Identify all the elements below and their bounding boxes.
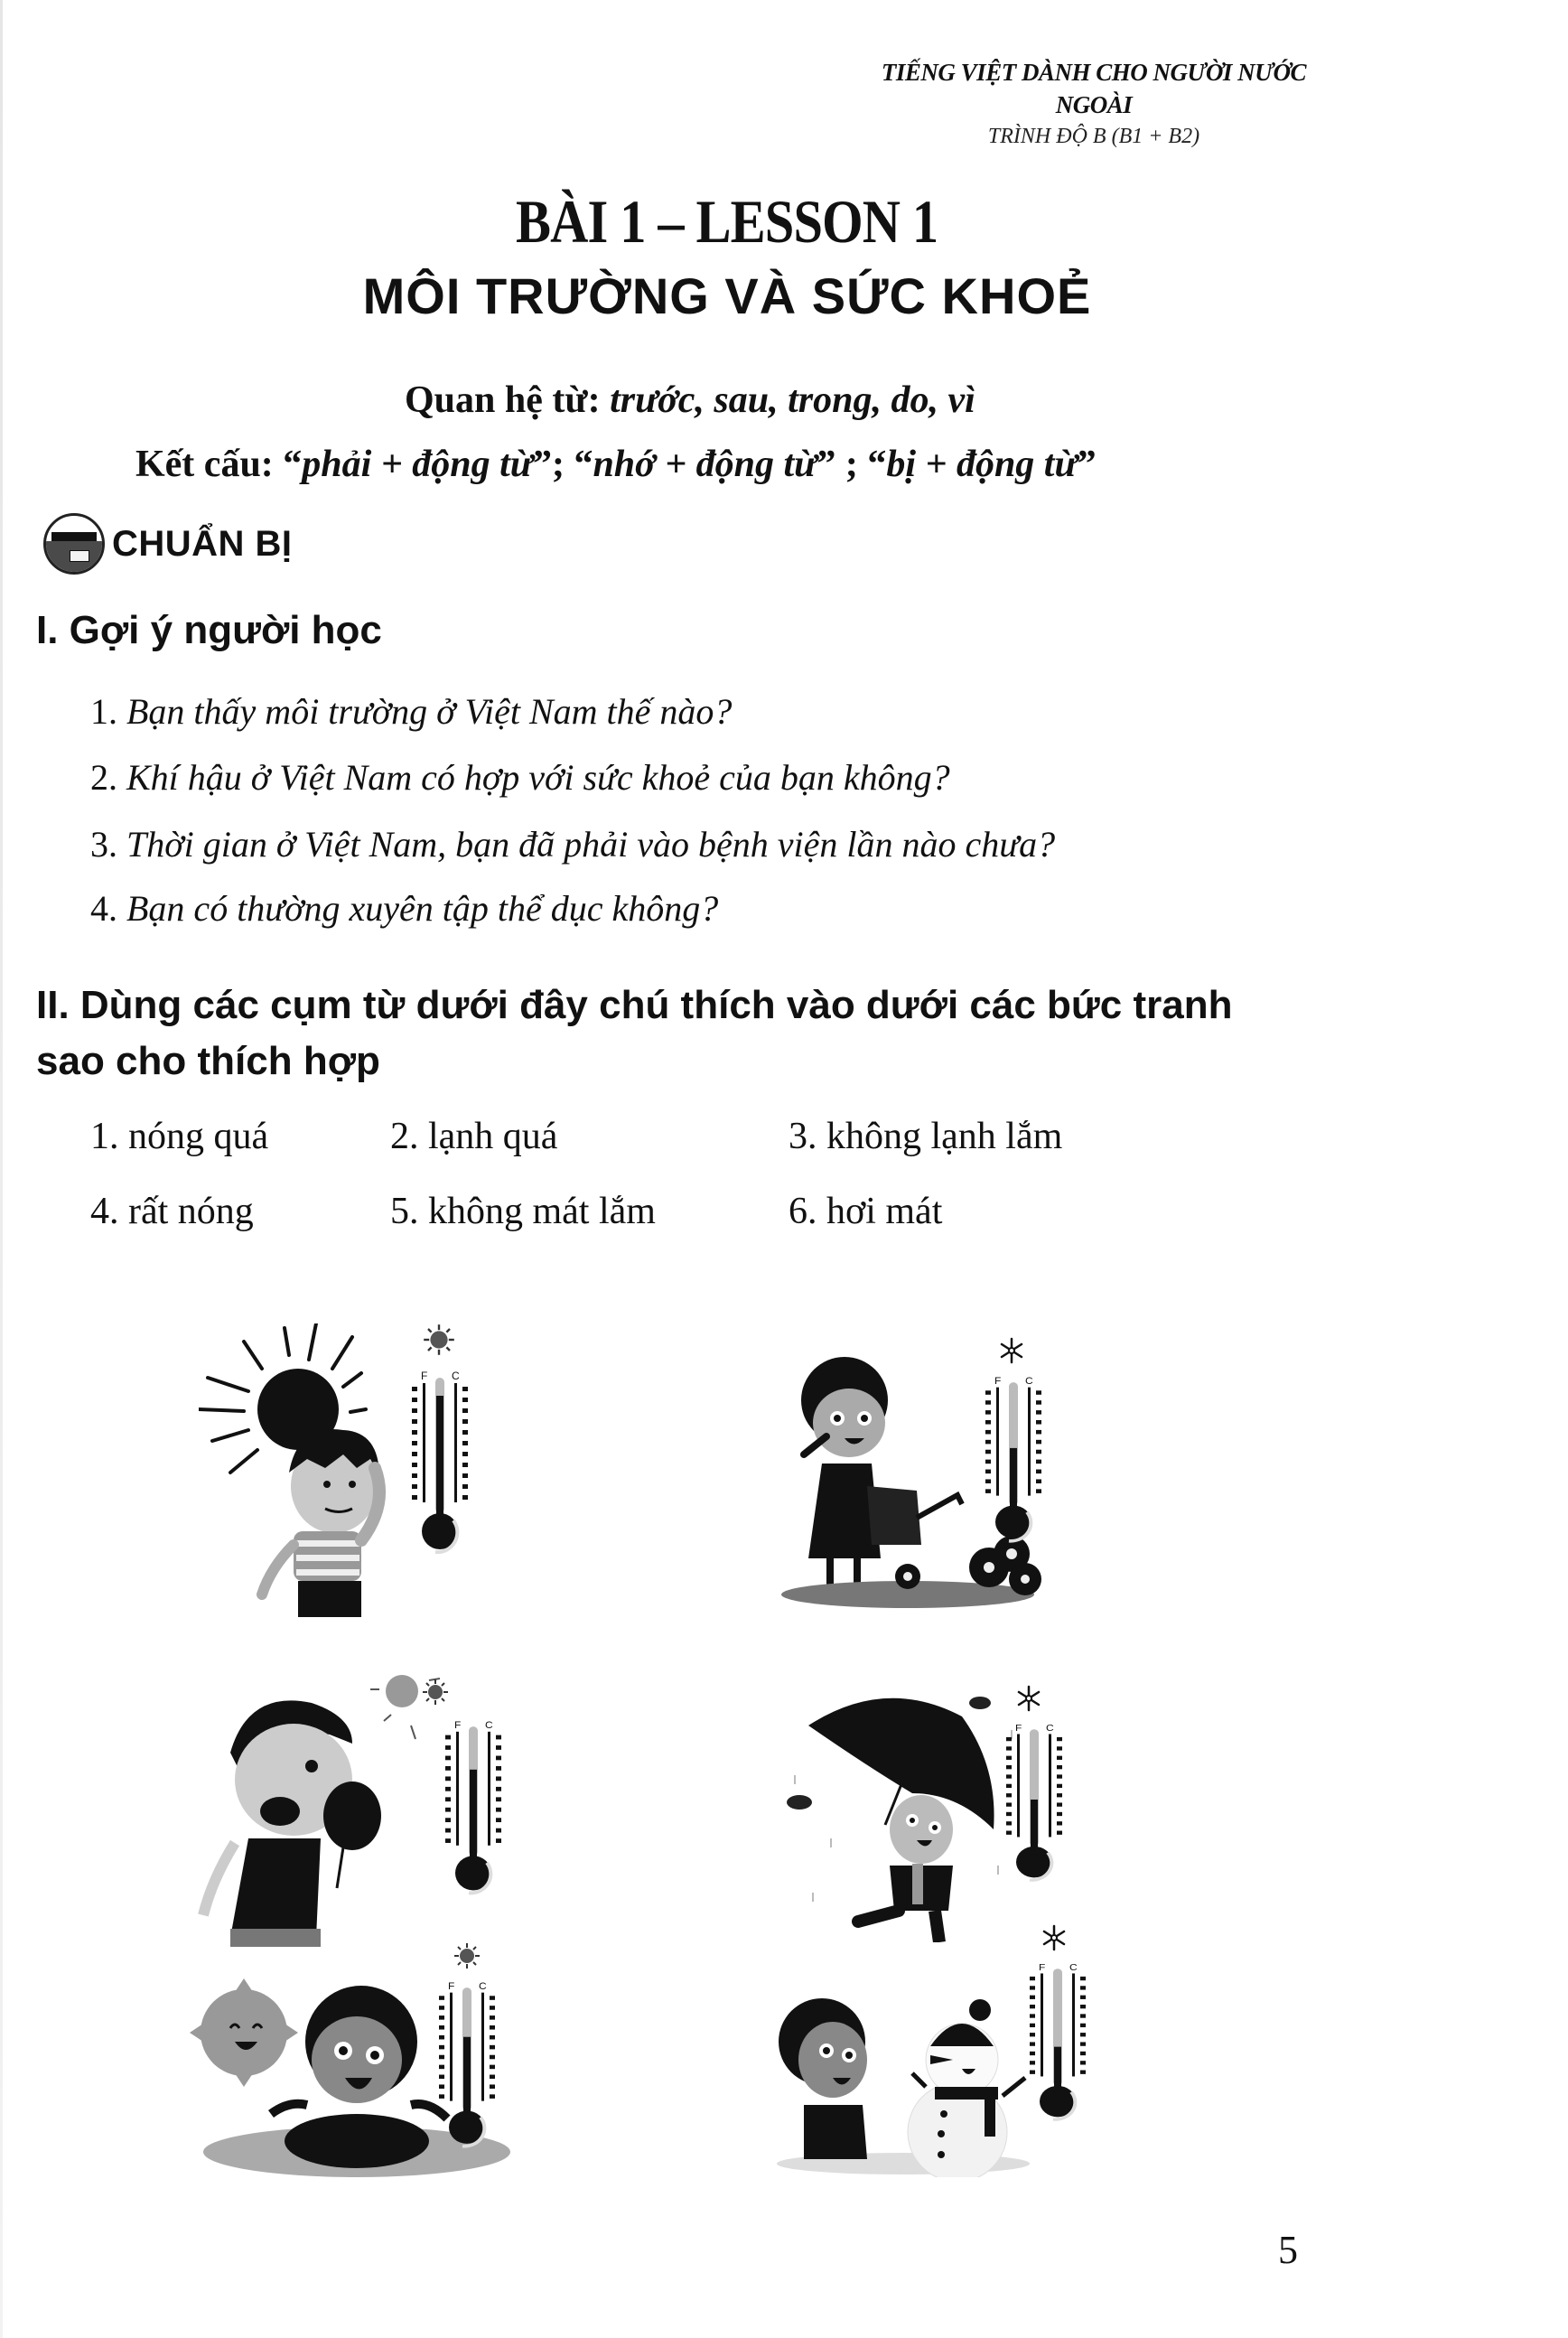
- running-head: [841, 56, 1347, 152]
- page-number: 5: [1278, 2228, 1298, 2272]
- sun-icon: [423, 1323, 455, 1356]
- lesson-title-block: [0, 185, 1454, 257]
- book-title: TIẾNG VIỆT DÀNH CHO NGƯỜI NƯỚC NGOÀI: [881, 59, 1307, 118]
- page-binding-edge: [0, 0, 3, 2338]
- section-2-heading: II. Dùng các cụm từ dưới đây chú thích vào dưới các bức tranh sao cho thích hợp: [36, 983, 1233, 1083]
- thermometer-icon: [1003, 1714, 1066, 1885]
- option-3: 3. không lạnh lắm: [789, 1116, 1063, 1157]
- snowflake-icon: [998, 1337, 1025, 1364]
- structure-1: phải + động từ: [302, 444, 533, 485]
- illustration-hot-sun-boy: [199, 1323, 497, 1622]
- option-1: 1. nóng quá: [90, 1116, 269, 1157]
- option-4: 4. rất nóng: [90, 1191, 254, 1232]
- option-2: 2. lạnh quá: [390, 1116, 558, 1157]
- snowflake-icon: [1015, 1685, 1042, 1712]
- thermometer-icon: [1026, 1953, 1089, 2125]
- book-level: TRÌNH ĐỘ B (B1 + B2): [987, 125, 1200, 148]
- prepare-label: CHUẨN BỊ: [112, 524, 293, 564]
- thermometer-icon: [408, 1360, 471, 1558]
- lesson-title: BÀI 1 – LESSON 1: [516, 187, 938, 256]
- structure-3: bị + động từ: [886, 444, 1078, 485]
- relation-words: trước, sau, trong, do, vì: [610, 379, 975, 421]
- structure-line: Kết cấu: “phải + động từ”; “nhớ + động từ” ; “bị + động từ”: [135, 444, 1097, 485]
- illustration-girl-watering: [781, 1337, 1061, 1617]
- illustration-girl-swim-ring: [181, 1942, 542, 2177]
- option-5: 5. không mát lắm: [390, 1191, 656, 1232]
- snowflake-icon: [1041, 1924, 1068, 1951]
- illustration-boy-fanning: [194, 1653, 506, 1951]
- question-2: 2. Khí hậu ở Việt Nam có hợp với sức khoẻ của bạn không?: [90, 757, 950, 798]
- question-3: 3. Thời gian ở Việt Nam, bạn đã phải vào bệnh viện lần nào chưa?: [90, 824, 1056, 865]
- relation-words-line: [405, 375, 975, 426]
- sun-icon: [422, 1679, 449, 1706]
- sun-icon: [453, 1942, 481, 1969]
- prepare-heading: [43, 513, 293, 575]
- thermometer-icon: [982, 1366, 1045, 1547]
- structure-2: nhớ + động từ: [593, 444, 817, 485]
- question-4: 4. Bạn có thường xuyên tập thể dục không?: [90, 888, 719, 929]
- illustration-boy-umbrella: [777, 1685, 1075, 1942]
- section-1-heading: I. Gợi ý người học: [36, 608, 382, 652]
- structure-label: Kết cấu:: [135, 444, 284, 485]
- thermometer-icon: [442, 1709, 505, 1899]
- relation-label: Quan hệ từ:: [405, 379, 611, 421]
- lesson-subtitle: MÔI TRƯỜNG VÀ SỨC KHOẺ: [362, 267, 1092, 324]
- thermometer-icon: [435, 1971, 499, 2152]
- illustration-girl-snowman: [777, 1924, 1102, 2177]
- option-6: 6. hơi mát: [789, 1191, 943, 1232]
- briefcase-badge-icon: [43, 513, 105, 575]
- question-1: 1. Bạn thấy môi trường ở Việt Nam thế nào?: [90, 691, 733, 732]
